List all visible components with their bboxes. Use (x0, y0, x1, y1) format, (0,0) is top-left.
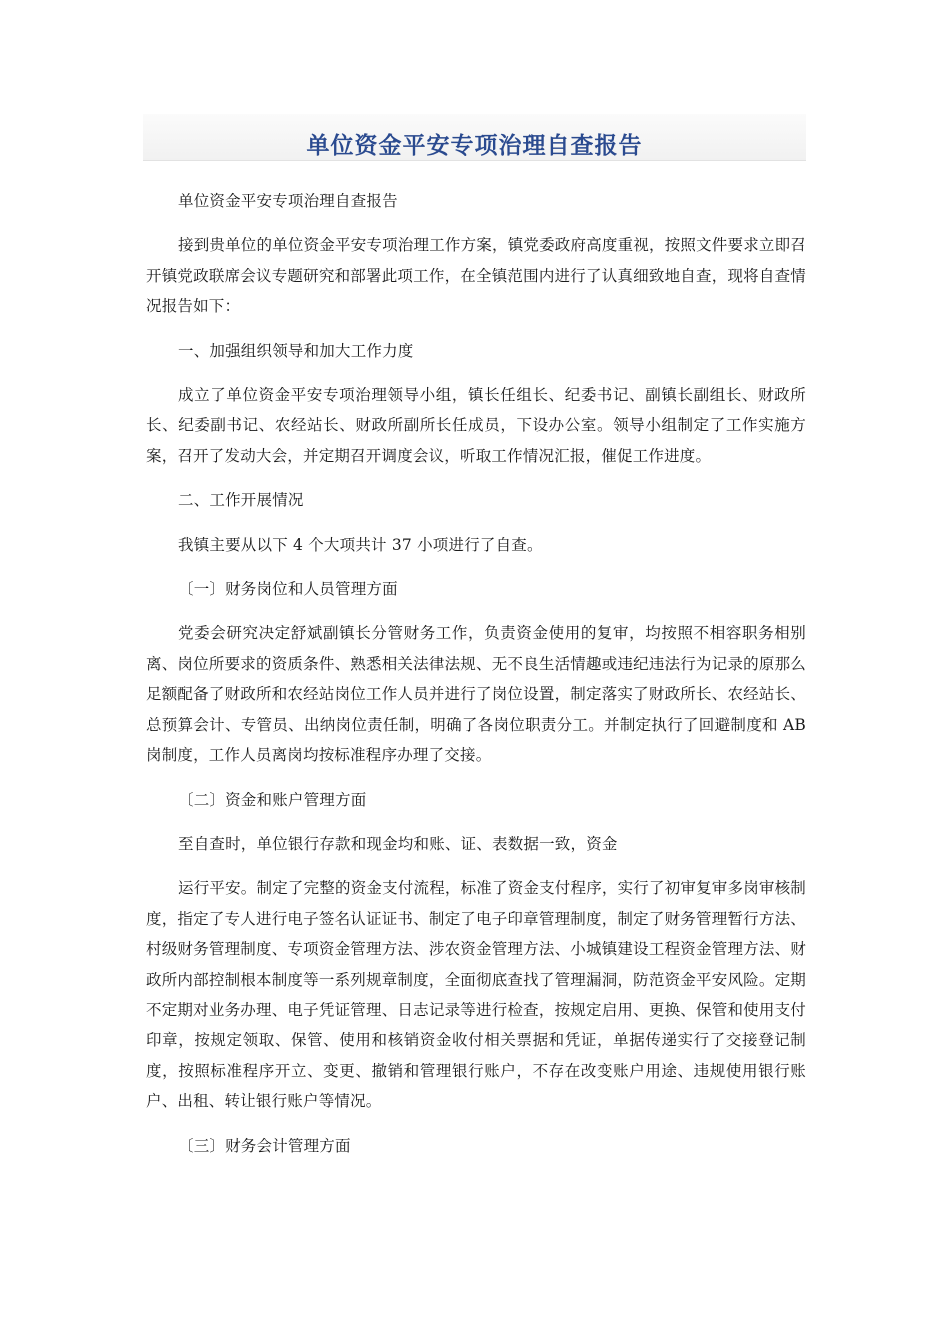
heading-subsection-1: 〔一〕财务岗位和人员管理方面 (178, 580, 398, 599)
paragraph-scope: 我镇主要从以下 4 个大项共计 37 小项进行了自查。 (178, 535, 543, 554)
paragraph-organization: 成立了单位资金平安专项治理领导小组，镇长任组长、纪委书记、副镇长副组长、财政所长、纪委副书记、农经站长、财政所副所长任成员，下设办公室。领导小组制定了工作实施方案，召开了发动大会，并定期召开调度会议，听取工作情况汇报，催促工作进度。 (146, 386, 806, 465)
paragraph-funds-status: 至自查时，单位银行存款和现金均和账、证、表数据一致，资金 (178, 834, 618, 853)
paragraph-subtitle: 单位资金平安专项治理自查报告 (178, 192, 398, 210)
paragraph-funds-management: 运行平安。制定了完整的资金支付流程，标准了资金支付程序，实行了初审复审多岗审核制度，指定了专人进行电子签名认证证书、制定了电子印章管理制度，制定了财务管理暂行方法、村级财务管理制度、专项资金管理方法、涉农资金管理方法、小城镇建设工程资金管理方法、财政所内部控制根本制度等一系列规章制度，全面彻底查找了管理漏洞，防范资金平安风险。定期不定期对业务办理、电子凭证管理、日志记录等进行检查，按规定启用、更换、保管和使用支付印章，按规定领取、保管、使用和核销资金收付相关票据和凭证，单据传递实行了交接登记制度，按照标准程序开立、变更、撤销和管理银行账户，不存在改变账户用途、违规使用银行账户、出租、转让银行账户等情况。 (146, 879, 807, 1111)
heading-section-1: 一、加强组织领导和加大工作力度 (178, 341, 414, 360)
document-body (146, 186, 806, 1175)
heading-subsection-3: 〔三〕财务会计管理方面 (178, 1136, 351, 1155)
paragraph-personnel: 党委会研究决定舒斌副镇长分管财务工作，负责资金使用的复审，均按照不相容职务相别离、岗位所要求的资质条件、熟悉相关法律法规、无不良生活情趣或违纪违法行为记录的原那么足额配备了财政所和农经站岗位工作人员并进行了岗位设置，制定落实了财政所长、农经站长、总预算会计、专管员、出纳岗位责任制，明确了各岗位职责分工。并制定执行了回避制度和 AB 岗制度，工作人员离岗均按标准程序办理了交接。 (146, 624, 806, 765)
title-banner (143, 114, 806, 161)
paragraph-intro: 接到贵单位的单位资金平安专项治理工作方案，镇党委政府高度重视，按照文件要求立即召开镇党政联席会议专题研究和部署此项工作，在全镇范围内进行了认真细致地自查，现将自查情况报告如下： (146, 236, 807, 316)
document-title: 单位资金平安专项治理自查报告 (306, 133, 643, 159)
heading-subsection-2: 〔二〕资金和账户管理方面 (178, 790, 367, 809)
heading-section-2: 二、工作开展情况 (178, 491, 304, 510)
